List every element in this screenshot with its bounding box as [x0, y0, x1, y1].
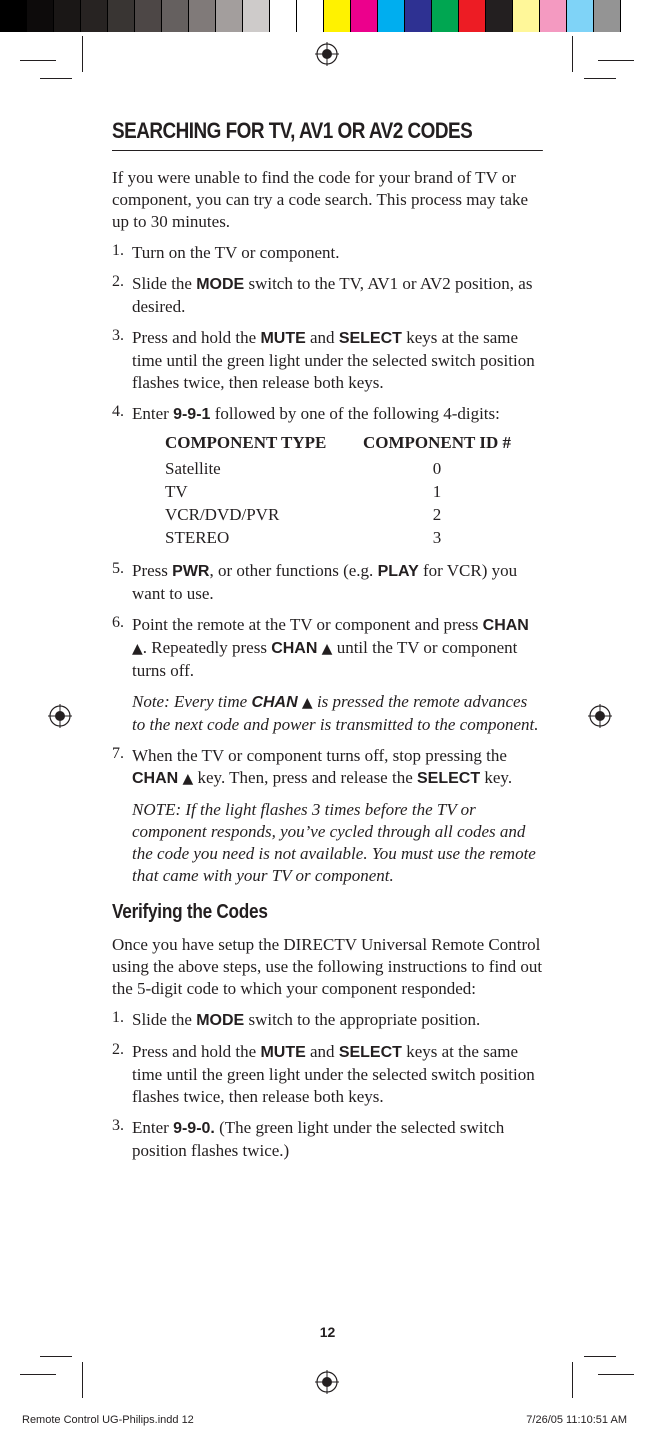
step-6 [112, 614, 544, 682]
color-swatch [567, 0, 594, 32]
color-swatch [405, 0, 432, 32]
color-swatch [324, 0, 351, 32]
key-select: SELECT [338, 1044, 402, 1061]
crop-mark [82, 36, 83, 72]
color-registration-bar [0, 0, 655, 32]
step-2 [112, 273, 544, 318]
step-number: 2. [112, 1041, 124, 1058]
color-swatch [243, 0, 270, 32]
key-chan: CHAN [251, 694, 298, 711]
step-number: 5. [112, 560, 124, 577]
crop-mark [584, 78, 616, 79]
note-flash: NOTE: If the light flashes 3 times before the TV or component responds, you’ve cycled through all codes and the code you need is not available. You must use the remote that came with your TV or component. [132, 800, 536, 885]
step-number: 3. [112, 327, 124, 344]
color-swatch [162, 0, 189, 32]
key-mode: MODE [196, 1012, 245, 1029]
key-chan: CHAN [271, 640, 318, 657]
crop-mark [572, 36, 573, 72]
step-4 [112, 403, 544, 426]
step-text: Turn on the TV or component. [132, 243, 340, 262]
table-header-type: COMPONENT TYPE [165, 433, 327, 452]
step-number: 7. [112, 745, 124, 762]
key-play: PLAY [377, 563, 419, 580]
key-mute: MUTE [260, 1044, 306, 1061]
up-triangle-icon: ▲ [132, 641, 143, 657]
up-triangle-icon: ▲ [182, 771, 194, 787]
component-id-table [165, 433, 511, 551]
key-chan: CHAN [482, 617, 529, 634]
registration-target-icon [315, 1370, 339, 1394]
step-number: 2. [112, 273, 124, 290]
color-swatch [108, 0, 135, 32]
page-number: 12 [319, 1324, 336, 1340]
crop-mark [82, 1362, 83, 1398]
step-number: 1. [112, 242, 124, 259]
crop-mark [40, 1356, 72, 1357]
key-chan: CHAN [132, 770, 179, 787]
step-number: 3. [112, 1117, 124, 1134]
step-7 [112, 745, 544, 790]
crop-mark [598, 60, 634, 61]
step-number: 1. [112, 1009, 124, 1026]
color-swatch [297, 0, 324, 32]
verify-step-1 [112, 1009, 544, 1032]
step-text: Enter 9-9-1 followed by one of the following 4-digits: [132, 404, 500, 423]
color-swatch [459, 0, 486, 32]
registration-target-icon [48, 704, 72, 728]
registration-target-icon [315, 42, 339, 66]
crop-mark [20, 60, 56, 61]
color-swatch [135, 0, 162, 32]
color-swatch [216, 0, 243, 32]
key-mute: MUTE [260, 330, 306, 347]
slug-filename: Remote Control UG-Philips.indd 12 [22, 1414, 194, 1426]
step-text: Slide the MODE switch to the TV, AV1 or AV2 position, as desired. [132, 274, 533, 316]
step-text: Enter 9-9-0. (The green light under the selected switch position flashes twice.) [132, 1118, 505, 1160]
color-swatch [351, 0, 378, 32]
crop-mark [572, 1362, 573, 1398]
color-swatch [540, 0, 567, 32]
color-swatch [594, 0, 621, 32]
key-select: SELECT [338, 330, 402, 347]
step-text: When the TV or component turns off, stop pressing the CHAN ▲ key. Then, press and release the SELECT key. [132, 746, 513, 787]
page-content [112, 118, 544, 1162]
intro-paragraph: If you were unable to find the code for your brand of TV or component, you can try a code search. This process may take up to 30 minutes. [112, 168, 529, 231]
step-text: Press and hold the MUTE and SELECT keys at the same time until the green light under the selected switch position flashes twice, then release both keys. [132, 1042, 535, 1106]
note-chan: Note: Every time CHAN ▲ is pressed the remote advances to the next code and power is transmitted to the component. [132, 692, 539, 734]
table-row: STEREO 3 [165, 528, 442, 547]
color-swatch [378, 0, 405, 32]
verify-step-3 [112, 1117, 544, 1162]
section-heading: Verifying the Codes [112, 901, 268, 923]
color-swatch [486, 0, 513, 32]
step-number: 4. [112, 403, 124, 420]
crop-mark [584, 1356, 616, 1357]
color-swatch [270, 0, 297, 32]
code-990: 9-9-0. [173, 1120, 215, 1137]
verify-step-2 [112, 1041, 544, 1108]
verify-intro: Once you have setup the DIRECTV Universal Remote Control using the above steps, use the following instructions to find out the 5-digit code to which your component responded: [112, 935, 543, 998]
step-5 [112, 560, 544, 605]
page-title: SEARCHING FOR TV, AV1 OR AV2 CODES [112, 118, 543, 151]
step-text: Press and hold the MUTE and SELECT keys at the same time until the green light under the selected switch position flashes twice, then release both keys. [132, 328, 535, 392]
step-number: 6. [112, 614, 124, 631]
table-header-id: COMPONENT ID # [363, 433, 511, 452]
key-select: SELECT [417, 770, 481, 787]
step-text: Slide the MODE switch to the appropriate position. [132, 1010, 481, 1029]
table-row: Satellite 0 [165, 459, 442, 478]
table-row: TV 1 [165, 482, 442, 501]
color-swatch [0, 0, 27, 32]
up-triangle-icon: ▲ [321, 641, 333, 657]
color-swatch [432, 0, 459, 32]
crop-mark [20, 1374, 56, 1375]
registration-target-icon [588, 704, 612, 728]
up-triangle-icon: ▲ [301, 695, 313, 711]
step-3 [112, 327, 544, 394]
color-swatch [54, 0, 81, 32]
key-mode: MODE [196, 276, 245, 293]
crop-mark [598, 1374, 634, 1375]
step-text: Press PWR, or other functions (e.g. PLAY for VCR) you want to use. [132, 561, 518, 603]
crop-mark [40, 78, 72, 79]
step-text: Point the remote at the TV or component and press CHAN ▲. Repeatedly press CHAN ▲ until the TV or component turns off. [132, 615, 529, 680]
color-swatch [81, 0, 108, 32]
color-swatch [189, 0, 216, 32]
slug-timestamp: 7/26/05 11:10:51 AM [526, 1414, 627, 1426]
code-991: 9-9-1 [173, 406, 211, 423]
color-swatch [513, 0, 540, 32]
step-1 [112, 242, 544, 264]
key-pwr: PWR [172, 563, 210, 580]
color-swatch [27, 0, 54, 32]
table-row: VCR/DVD/PVR 2 [165, 505, 442, 524]
